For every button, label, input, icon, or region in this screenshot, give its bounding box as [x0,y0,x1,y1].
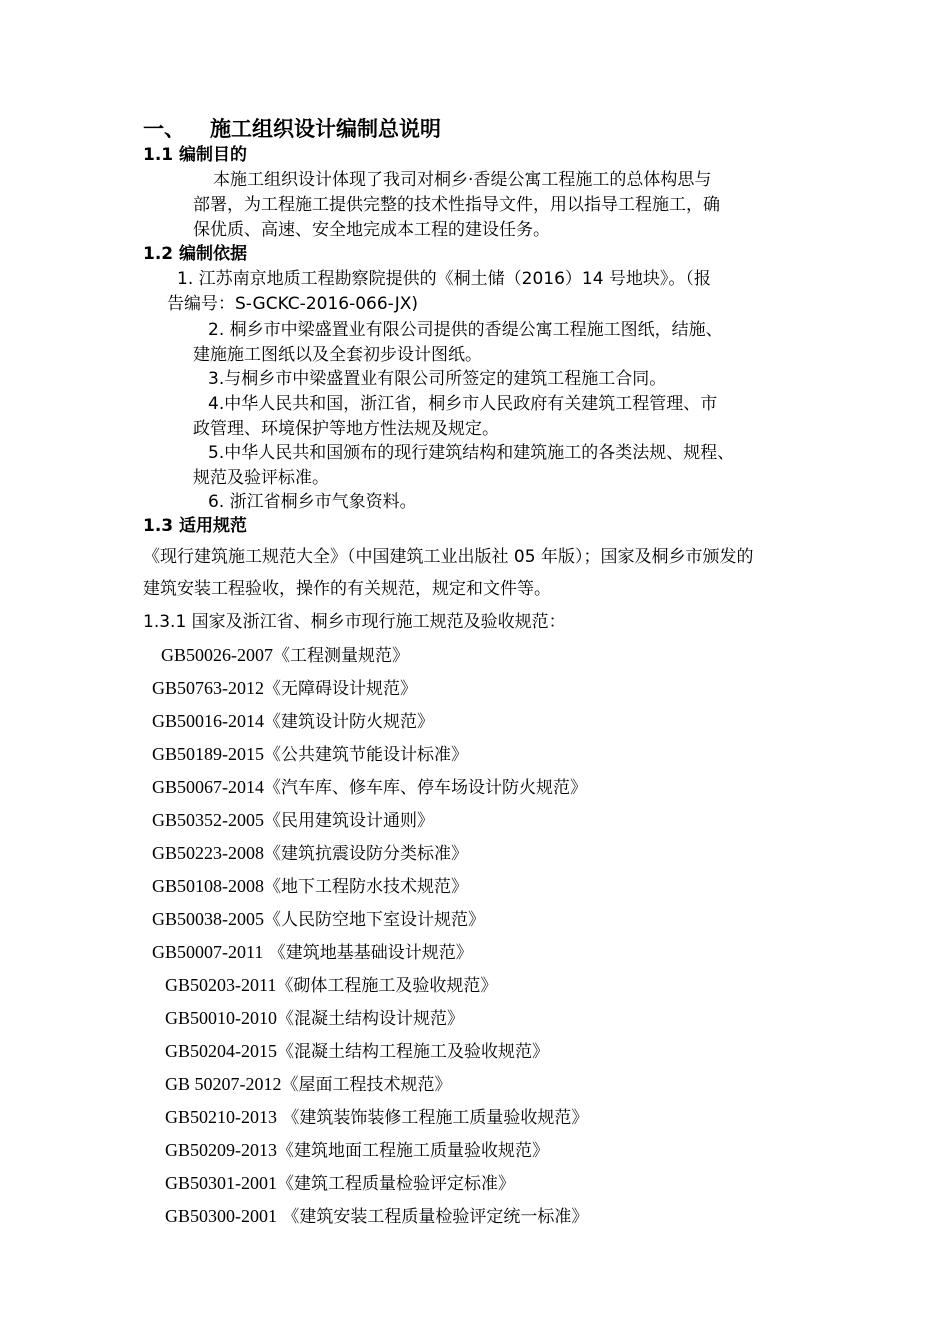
standard-item [152,808,434,833]
section-1-3-line: 《现行建筑施工规范大全》（中国建筑工业出版社 05 年版）；国家及桐乡市颁发的 [143,547,754,567]
standard-name: 《屋面工程技术规范》 [281,1075,452,1095]
standard-item [152,676,417,701]
standard-name: 《建筑设计防火规范》 [264,712,434,732]
standard-item [152,874,468,899]
standard-code: GB50203-2011 [165,975,277,995]
standard-name: 《建筑抗震设防分类标准》 [264,844,468,864]
standard-code: GB50301-2001 [165,1173,277,1193]
section-1-3-1-title: 1.3.1 国家及浙江省、桐乡市现行施工规范及验收规范： [143,612,566,632]
section-1-1-line: 保优质、高速、安全地完成本工程的建设任务。 [193,220,550,240]
standard-code: GB50204-2015 [165,1041,277,1061]
standard-name: 《无障碍设计规范》 [264,679,417,699]
standard-name: 《汽车库、修车库、停车场设计防火规范》 [264,778,587,798]
standard-item [165,1072,452,1097]
standard-code: GB50067-2014 [152,777,264,797]
standard-item [165,1006,464,1031]
standard-code: GB50038-2005 [152,909,264,929]
section-1-2-line: 建施施工图纸以及全套初步设计图纸。 [193,345,482,365]
standard-name: 《建筑工程质量检验评定标准》 [277,1174,515,1194]
heading-number: 一、 [143,117,185,141]
standard-item [165,973,497,998]
section-1-2-line: 4.中华人民共和国，浙江省，桐乡市人民政府有关建筑工程管理、市 [208,394,718,414]
standard-name: 《混凝土结构设计规范》 [277,1009,464,1029]
section-1-2-line: 告编号：S-GCKC-2016-066-JX) [167,294,419,314]
standard-name: 《人民防空地下室设计规范》 [264,910,485,930]
standard-code: GB50209-2013 [165,1140,277,1160]
section-1-3-title: 1.3 适用规范 [143,516,248,536]
standard-item [152,775,587,800]
standard-name: 《建筑地基基础设计规范》 [263,943,473,963]
standard-item [152,709,434,734]
section-1-2-line: 5.中华人民共和国颁布的现行建筑结构和建筑施工的各类法规、规程、 [208,443,735,463]
section-1-2-line: 规范及验评标准。 [193,468,329,488]
standard-name: 《工程测量规范》 [273,646,409,666]
standard-name: 《地下工程防水技术规范》 [264,877,468,897]
standard-code: GB50026-2007 [161,645,273,665]
section-1-2-line: 1. 江苏南京地质工程勘察院提供的《桐土储（2016）14 号地块》。（报 [177,269,711,289]
standard-code: GB50007-2011 [152,942,264,962]
section-1-1-line: 部署，为工程施工提供完整的技术性指导文件，用以指导工程施工，确 [193,195,720,215]
standard-code: GB50210-2013 [165,1107,277,1127]
standard-item [152,742,468,767]
section-1-1-line: 本施工组织设计体现了我司对桐乡·香缇公寓工程施工的总体构思与 [213,170,712,190]
section-1-2-line: 2. 桐乡市中梁盛置业有限公司提供的香缇公寓工程施工图纸，结施、 [208,320,723,340]
page-title: 施工组织设计编制总说明 [210,117,441,141]
standard-code: GB50016-2014 [152,711,264,731]
standard-item [161,643,409,668]
standard-name: 《混凝土结构工程施工及验收规范》 [277,1042,549,1062]
standard-code: GB50010-2010 [165,1008,277,1028]
standard-code: GB50763-2012 [152,678,264,698]
standard-name: 《民用建筑设计通则》 [264,811,434,831]
standard-code: GB50108-2008 [152,876,264,896]
standard-item [165,1171,515,1196]
standard-name: 《公共建筑节能设计标准》 [264,745,468,765]
standard-code: GB50352-2005 [152,810,264,830]
section-1-2-line: 3.与桐乡市中梁盛置业有限公司所签定的建筑工程施工合同。 [208,369,667,389]
section-1-2-title: 1.2 编制依据 [143,244,248,264]
standard-item [152,841,468,866]
standard-code: GB50189-2015 [152,744,264,764]
standard-code: GB50223-2008 [152,843,264,863]
section-1-1-title: 1.1 编制目的 [143,145,248,165]
standard-item [152,907,485,932]
section-1-3-line: 建筑安装工程验收，操作的有关规范，规定和文件等。 [143,579,551,599]
standard-name: 《建筑安装工程质量检验评定统一标准》 [277,1207,589,1227]
standard-code: GB50300-2001 [165,1206,277,1226]
standard-code: GB 50207-2012 [165,1074,282,1094]
standard-item [165,1039,549,1064]
section-1-2-line: 6. 浙江省桐乡市气象资料。 [208,492,417,512]
standard-name: 《砌体工程施工及验收规范》 [276,976,498,996]
section-1-2-line: 政管理、环境保护等地方性法规及规定。 [193,419,499,439]
standard-name: 《建筑地面工程施工质量验收规范》 [277,1141,549,1161]
standard-item [165,1138,549,1163]
standard-item [152,940,473,965]
standard-item [165,1105,588,1130]
standard-name: 《建筑装饰装修工程施工质量验收规范》 [277,1108,589,1128]
standard-item [165,1204,588,1229]
